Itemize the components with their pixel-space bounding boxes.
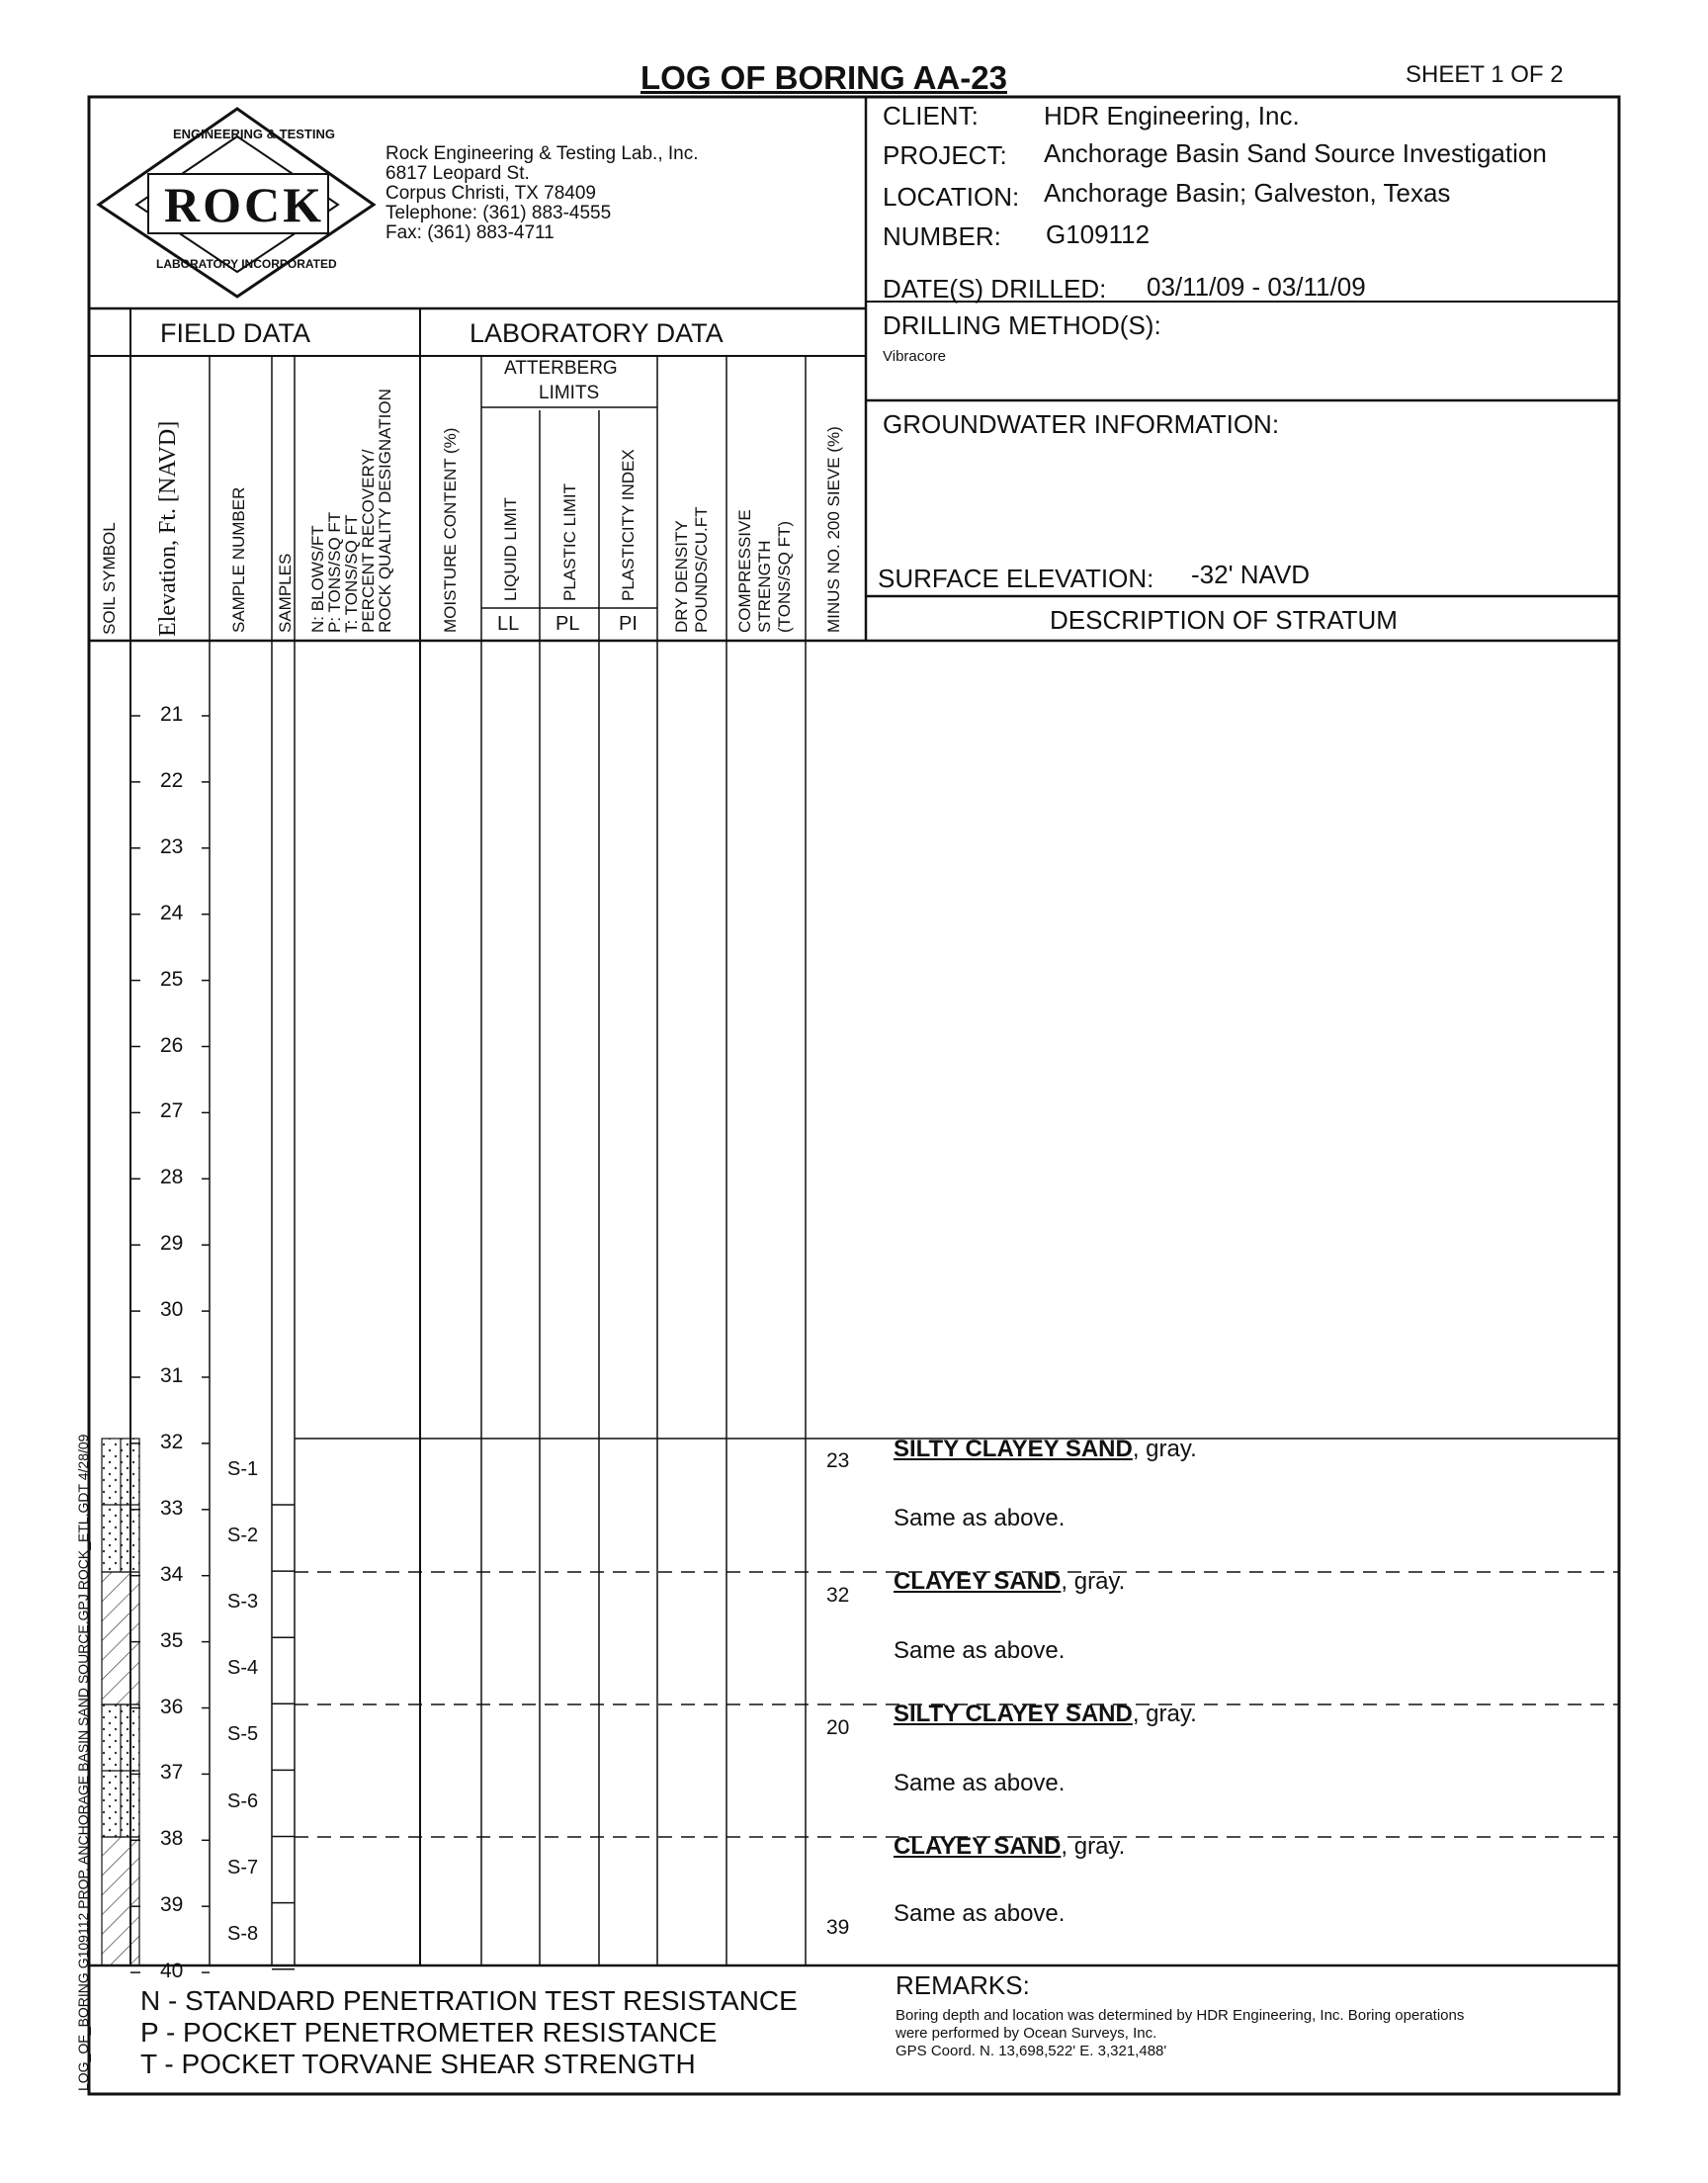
elevation-tick-label: 40 (160, 1960, 184, 1983)
method-label: DRILLING METHOD(S): (883, 310, 1161, 340)
sample-label: S-5 (227, 1723, 259, 1746)
surface-elevation-value: -32' NAVD (1191, 560, 1311, 589)
soil-symbol-clayey-sand (102, 1837, 139, 1965)
dates-value: 03/11/09 - 03/11/09 (1147, 272, 1366, 302)
stratum-2-same: Same as above. (894, 1637, 1066, 1664)
elevation-tick-label: 30 (160, 1298, 184, 1322)
sample-label: S-6 (227, 1790, 259, 1812)
number-value: G109112 (1046, 219, 1151, 249)
field-data-header: FIELD DATA (160, 318, 311, 348)
company-address: Rock Engineering & Testing Lab., Inc. 6817 Leopard St. Corpus Christi, TX 78409 Telephone: (361) 883-4555 Fax: (361) 883-4711 (385, 143, 699, 243)
stratum-3: SILTY CLAYEY SAND, gray. (894, 1701, 1197, 1727)
remarks-label: REMARKS: (896, 1970, 1030, 2000)
elevation-tick-label: 35 (160, 1628, 184, 1652)
surface-elevation-label: SURFACE ELEVATION: (878, 564, 1154, 593)
logo-top: ENGINEERING & TESTING (173, 127, 335, 141)
stratum-1-same: Same as above. (894, 1505, 1066, 1531)
elevation-tick-label: 36 (160, 1695, 184, 1718)
elevation-tick-label: 25 (160, 967, 184, 991)
plasticity-index-header: PLASTICITY INDEX (619, 449, 638, 601)
location-value: Anchorage Basin; Galveston, Texas (1044, 178, 1451, 208)
elevation-tick-label: 27 (160, 1099, 184, 1123)
pi-label: PI (619, 613, 638, 635)
description-header: DESCRIPTION OF STRATUM (1050, 605, 1398, 635)
stratum-1: SILTY CLAYEY SAND, gray. (894, 1436, 1197, 1462)
number-label: NUMBER: (883, 221, 1001, 251)
logo-bottom: LABORATORY INCORPORATED (156, 257, 337, 271)
elevation-tick-label: 32 (160, 1430, 184, 1453)
moisture-header: MOISTURE CONTENT (%) (441, 427, 460, 633)
elevation-tick-label: 21 (160, 703, 184, 726)
remarks-text: Boring depth and location was determined by HDR Engineering, Inc. Boring operations were performed by Ocean Surveys, Inc. GPS Coord. N. 13,698,522' E. 3,321,488' (896, 2007, 1465, 2059)
stratum-2: CLAYEY SAND, gray. (894, 1568, 1126, 1595)
elevation-tick-label: 24 (160, 901, 184, 924)
elevation-tick-label: 26 (160, 1033, 184, 1057)
elevation-tick-label: 22 (160, 768, 184, 792)
minus200-value: 39 (826, 1916, 850, 1939)
minus200-header: MINUS NO. 200 SIEVE (%) (824, 426, 843, 633)
elevation-tick-label: 34 (160, 1562, 184, 1586)
stratum-4-same: Same as above. (894, 1900, 1066, 1927)
sample-label: S-2 (227, 1525, 259, 1547)
elevation-tick-label: 33 (160, 1496, 184, 1520)
pl-label: PL (555, 613, 580, 635)
elevation-tick-label: 37 (160, 1761, 184, 1785)
project-label: PROJECT: (883, 140, 1007, 170)
elevation-tick-label: 38 (160, 1827, 184, 1851)
groundwater-label: GROUNDWATER INFORMATION: (883, 409, 1280, 439)
atterberg-header: ATTERBERG (504, 358, 618, 379)
file-side-label: LOG_OF_BORING G109112 PROP. ANCHORAGE BASIN SAND SOURCE.GPJ ROCK_ETL.GDT 4/28/09 (75, 1434, 91, 2091)
logo-main: ROCK (164, 177, 324, 232)
location-label: LOCATION: (883, 182, 1020, 212)
elevation-tick-label: 29 (160, 1232, 184, 1256)
soil-symbol-clayey-sand (102, 1572, 139, 1704)
sample-label: S-1 (227, 1458, 259, 1480)
sample-label: S-8 (227, 1922, 259, 1945)
method-value: Vibracore (883, 348, 946, 365)
elevation-tick-label: 31 (160, 1364, 184, 1387)
sample-label: S-4 (227, 1657, 259, 1680)
elevation-tick-label: 39 (160, 1893, 184, 1917)
plastic-limit-header: PLASTIC LIMIT (560, 482, 579, 601)
project-value: Anchorage Basin Sand Source Investigation (1044, 138, 1547, 168)
ll-label: LL (497, 613, 520, 635)
minus200-value: 23 (826, 1449, 850, 1472)
elevation-tick-label: 23 (160, 834, 184, 858)
minus200-value: 32 (826, 1584, 850, 1607)
atterberg-limits-header: LIMITS (539, 383, 600, 403)
log-title: LOG OF BORING AA-23 (640, 59, 1007, 96)
sample-label: S-7 (227, 1856, 259, 1878)
sheet-number: SHEET 1 OF 2 (1406, 61, 1564, 88)
legend: N - STANDARD PENETRATION TEST RESISTANCE P - POCKET PENETROMETER RESISTANCE T - POCKET TORVANE SHEAR STRENGTH (140, 1985, 798, 2079)
sample-label: S-3 (227, 1591, 259, 1614)
sample-number-header: SAMPLE NUMBER (229, 486, 248, 633)
soil-symbol-header: SOIL SYMBOL (100, 522, 119, 635)
lab-data-header: LABORATORY DATA (470, 318, 724, 348)
dates-label: DATE(S) DRILLED: (883, 274, 1107, 304)
samples-header: SAMPLES (276, 553, 295, 633)
elevation-tick-label: 28 (160, 1166, 184, 1189)
elevation-header: Elevation, Ft. [NAVD] (155, 420, 181, 637)
stratum-4: CLAYEY SAND, gray. (894, 1833, 1126, 1860)
client-label: CLIENT: (883, 101, 979, 131)
minus200-value: 20 (826, 1716, 850, 1739)
stratum-3-same: Same as above. (894, 1770, 1066, 1796)
liquid-limit-header: LIQUID LIMIT (501, 497, 520, 601)
client-value: HDR Engineering, Inc. (1044, 101, 1300, 131)
